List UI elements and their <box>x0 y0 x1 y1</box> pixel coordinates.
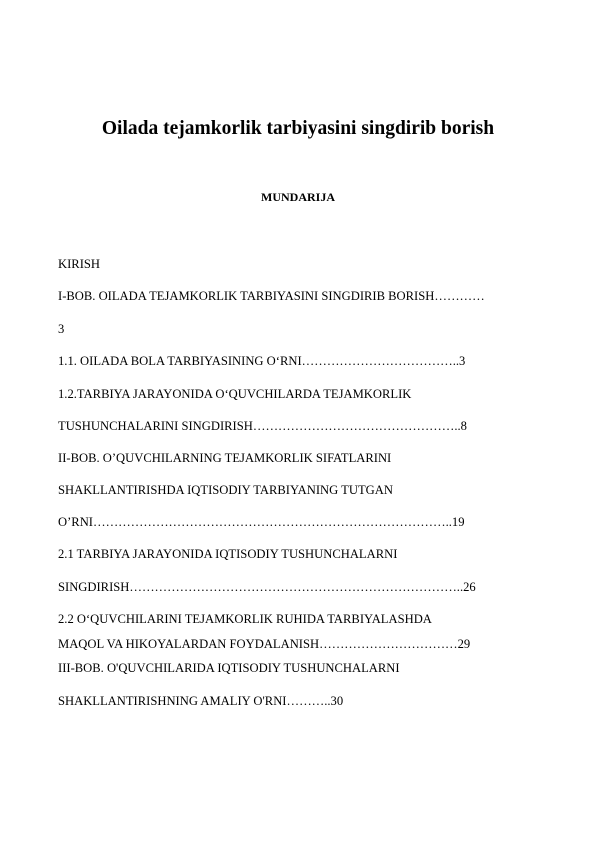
toc-line-section-2-2b: MAQOL VA HIKOYALARDAN FOYDALANISH……………………………29 <box>58 637 471 651</box>
document-title: Oilada tejamkorlik tarbiyasini singdirib borish <box>101 118 495 139</box>
toc-line-chapter-3a: III-BOB. O'QUVCHILARIDA IQTISODIY TUSHUNCHALARNI <box>58 661 400 675</box>
toc-line-section-2-1a: 2.1 TARBIYA JARAYONIDA IQTISODIY TUSHUNCHALARNI <box>58 547 398 561</box>
toc-heading: MUNDARIJA <box>261 190 335 204</box>
toc-line-section-2-1b: SINGDIRISH……………………………………………………………………..26 <box>58 580 476 594</box>
toc-line-chapter-3b: SHAKLLANTIRISHNING AMALIY O'RNI………..30 <box>58 694 344 708</box>
toc-line-chapter-1: I-BOB. OILADA TEJAMKORLIK TARBIYASINI SINGDIRIB BORISH………… <box>58 289 485 303</box>
toc-line-section-1-2b: TUSHUNCHALARINI SINGDIRISH…………………………………………..8 <box>58 419 467 433</box>
toc-line-section-1-2a: 1.2.TARBIYA JARAYONIDA O‘QUVCHILARDA TEJAMKORLIK <box>58 387 412 401</box>
toc-line-chapter-2a: II-BOB. O’QUVCHILARNING TEJAMKORLIK SIFATLARINI <box>58 451 392 465</box>
toc-line-section-1-1: 1.1. OILADA BOLA TARBIYASINING O‘RNI………………………………..3 <box>58 354 466 368</box>
toc-line-chapter-2b: SHAKLLANTIRISHDA IQTISODIY TARBIYANING TUTGAN <box>58 483 393 497</box>
toc-line-chapter-2c: O’RNI…………………………………………………………………………..19 <box>58 515 465 529</box>
toc-line-kirish: KIRISH <box>58 257 100 271</box>
toc-line-chapter-1-page: 3 <box>58 322 65 336</box>
toc-line-section-2-2a: 2.2 O‘QUVCHILARINI TEJAMKORLIK RUHIDA TARBIYALASHDA <box>58 612 432 626</box>
